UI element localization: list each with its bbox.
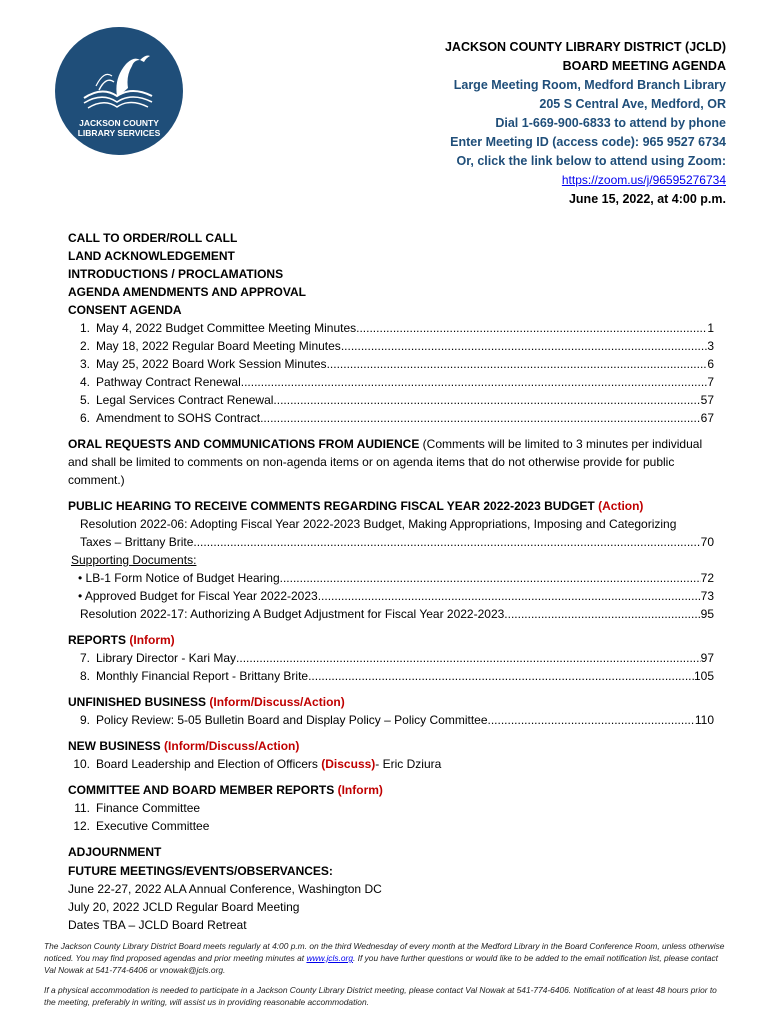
meeting-room: Large Meeting Room, Medford Branch Library: [453, 78, 726, 92]
consent-agenda-heading: CONSENT AGENDA: [68, 303, 182, 317]
oral-requests-text: (Comments will be limited to 3 minutes per individual and shall be limited to comments on non-agenda items or on agenda items that do not otherwise provide for public comment.): [68, 437, 703, 487]
accommodation-note: If a physical accommodation is needed to participate in a Jackson County Library District meeting, please contact Val Nowak at 541-774-6406. Notification of at least 48 hours prior to the meeting, preferably in writing, will assist us in providing reasonable accommodation.: [44, 985, 717, 1007]
future-meetings: [68, 862, 708, 934]
committee-item: 12. Executive Committee: [73, 819, 210, 833]
new-business-tag: (Inform/Discuss/Action): [164, 739, 300, 753]
agenda-header: [306, 38, 726, 209]
consent-item: 1. May 4, 2022 Budget Committee Meeting Minutes ..... 1: [68, 319, 714, 337]
inform-tag: (Inform): [129, 633, 175, 647]
action-tag: (Action): [598, 499, 644, 513]
supporting-doc-item: • Approved Budget for Fiscal Year 2022-2023 ..... 73: [68, 587, 714, 605]
zoom-instructions: Or, click the link below to attend using Zoom:: [456, 154, 726, 168]
logo-text-line2: LIBRARY SERVICES: [77, 128, 161, 138]
committee-item: 11. Finance Committee: [74, 801, 201, 815]
meeting-date: June 15, 2022, at 4:00 p.m.: [568, 192, 726, 206]
discuss-tag: (Discuss): [321, 757, 376, 771]
agenda-amendments: AGENDA AMENDMENTS AND APPROVAL: [68, 285, 307, 299]
future-item: Dates TBA – JCLD Board Retreat: [68, 918, 247, 932]
oral-requests: [68, 435, 714, 489]
oral-requests-heading: ORAL REQUESTS AND COMMUNICATIONS FROM AUDIENCE: [68, 437, 420, 451]
resolution-2022-17: Resolution 2022-17: Authorizing A Budget Adjustment for Fiscal Year 2022-2023 ..... 95: [68, 605, 714, 623]
land-acknowledgement: LAND ACKNOWLEDGEMENT: [68, 249, 235, 263]
introductions: INTRODUCTIONS / PROCLAMATIONS: [68, 267, 284, 281]
meeting-id: Enter Meeting ID (access code): 965 9527 6734: [450, 135, 726, 149]
jcls-website-link[interactable]: www.jcls.org: [306, 953, 353, 963]
jcls-logo: [54, 26, 184, 156]
committee-tag: (Inform): [337, 783, 383, 797]
call-to-order: CALL TO ORDER/ROLL CALL: [68, 231, 238, 245]
reports-heading: REPORTS (Inform): [68, 633, 175, 647]
dial-in: Dial 1-669-900-6833 to attend by phone: [495, 116, 726, 130]
public-hearing-heading: PUBLIC HEARING TO RECEIVE COMMENTS REGARDING FISCAL YEAR 2022-2023 BUDGET (Action): [68, 499, 644, 513]
future-meetings-heading: FUTURE MEETINGS/EVENTS/OBSERVANCES:: [68, 864, 333, 878]
future-item: June 22-27, 2022 ALA Annual Conference, Washington DC: [68, 882, 382, 896]
meeting-schedule-note: The Jackson County Library District Board meets regularly at 4:00 p.m. on the third Wednesday of every month at the Medford Library in the Board Conference Room, unless otherwise noticed. You may find proposed agendas and prior meeting minutes at www.jcls.org. If you have further questions or would like to be added to the email notification list, please contact Val Nowak at 541-774-6406 or vnowak@jcls.org.: [44, 941, 725, 975]
supporting-documents: Supporting Documents:: [71, 553, 197, 567]
committee-reports-heading: COMMITTEE AND BOARD MEMBER REPORTS (Inform): [68, 783, 383, 797]
unfinished-business-heading: UNFINISHED BUSINESS (Inform/Discuss/Action): [68, 695, 345, 709]
agenda-title: BOARD MEETING AGENDA: [562, 59, 726, 73]
unfinished-tag: (Inform/Discuss/Action): [209, 695, 345, 709]
logo-text-line1: JACKSON COUNTY: [79, 118, 159, 128]
adjournment: ADJOURNMENT: [68, 845, 162, 859]
consent-item: 3. May 25, 2022 Board Work Session Minutes ..... 6: [68, 355, 714, 373]
new-business-heading: NEW BUSINESS (Inform/Discuss/Action): [68, 739, 300, 753]
future-item: July 20, 2022 JCLD Regular Board Meeting: [68, 900, 300, 914]
new-business-item: 10. Board Leadership and Election of Officers (Discuss) - Eric Dziura: [73, 757, 442, 771]
consent-item: 5. Legal Services Contract Renewal ..... 57: [68, 391, 714, 409]
consent-item: 4. Pathway Contract Renewal ..... 7: [68, 373, 714, 391]
district-name: JACKSON COUNTY LIBRARY DISTRICT (JCLD): [444, 40, 726, 54]
consent-item: 2. May 18, 2022 Regular Board Meeting Minutes ..... 3: [68, 337, 714, 355]
report-item: 8. Monthly Financial Report - Brittany Brite ..... 105: [68, 667, 714, 685]
consent-item: 6. Amendment to SOHS Contract ..... 67: [68, 409, 714, 427]
meeting-address: 205 S Central Ave, Medford, OR: [539, 97, 726, 111]
agenda-body: [68, 229, 714, 861]
report-item: 7. Library Director - Kari May ..... 97: [68, 649, 714, 667]
unfinished-item: 9. Policy Review: 5-05 Bulletin Board and Display Policy – Policy Committee ..... 110: [68, 711, 714, 729]
supporting-doc-item: • LB-1 Form Notice of Budget Hearing ..... 72: [68, 569, 714, 587]
zoom-link[interactable]: https://zoom.us/j/96595276734: [561, 173, 726, 187]
resolution-2022-06-cont: Taxes – Brittany Brite ..... 70: [68, 533, 714, 551]
resolution-2022-06: Resolution 2022-06: Adopting Fiscal Year 2022-2023 Budget, Making Appropriations, Imposing and Categorizing: [80, 517, 677, 531]
